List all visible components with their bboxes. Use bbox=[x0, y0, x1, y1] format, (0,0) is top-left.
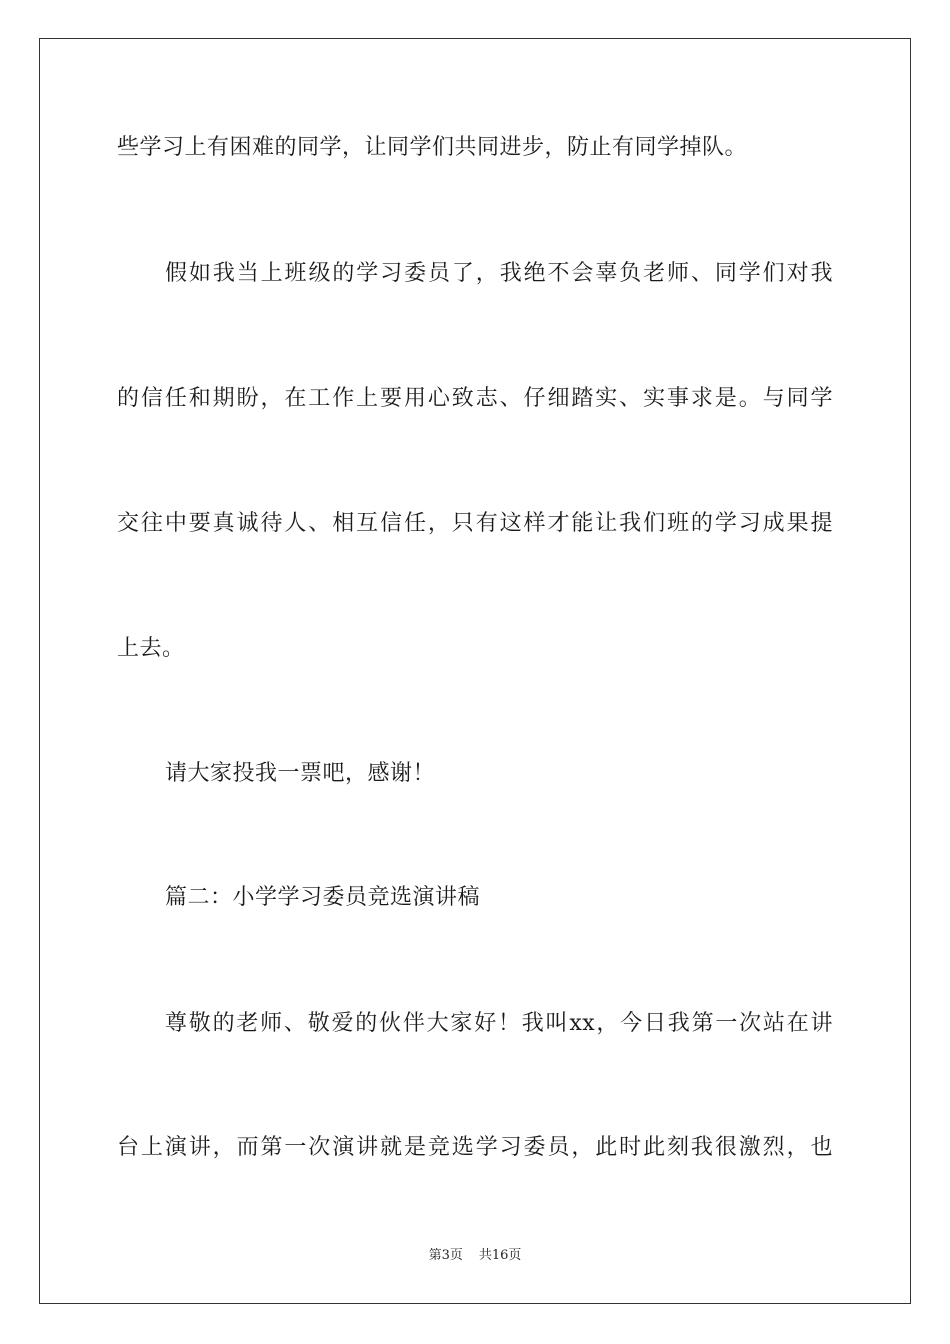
text-line-6: 请大家投我一票吧，感谢！ bbox=[165, 761, 436, 786]
page-total: 共16页 bbox=[478, 1248, 522, 1263]
text-line-2: 假如我当上班级的学习委员了，我绝不会辜负老师、同学们对我 bbox=[165, 261, 833, 286]
text-line-9: 台上演讲，而第一次演讲就是竞选学习委员，此时此刻我很激烈，也 bbox=[117, 1135, 833, 1160]
section-heading: 篇二：小学学习委员竞选演讲稿 bbox=[165, 885, 481, 910]
page-border bbox=[39, 38, 911, 1304]
text-line-5: 上去。 bbox=[117, 636, 185, 661]
text-line-4: 交往中要真诚待人、相互信任，只有这样才能让我们班的学习成果提 bbox=[117, 511, 833, 536]
page-footer bbox=[0, 1247, 950, 1265]
text-line-8: 尊敬的老师、敬爱的伙伴大家好！我叫xx，今日我第一次站在讲 bbox=[165, 1011, 833, 1036]
text-line-3: 的信任和期盼，在工作上要用心致志、仔细踏实、实事求是。与同学 bbox=[117, 386, 833, 411]
page-number: 第3页 bbox=[428, 1248, 463, 1263]
text-line-1: 些学习上有困难的同学，让同学们共同进步，防止有同学掉队。 bbox=[117, 135, 748, 160]
